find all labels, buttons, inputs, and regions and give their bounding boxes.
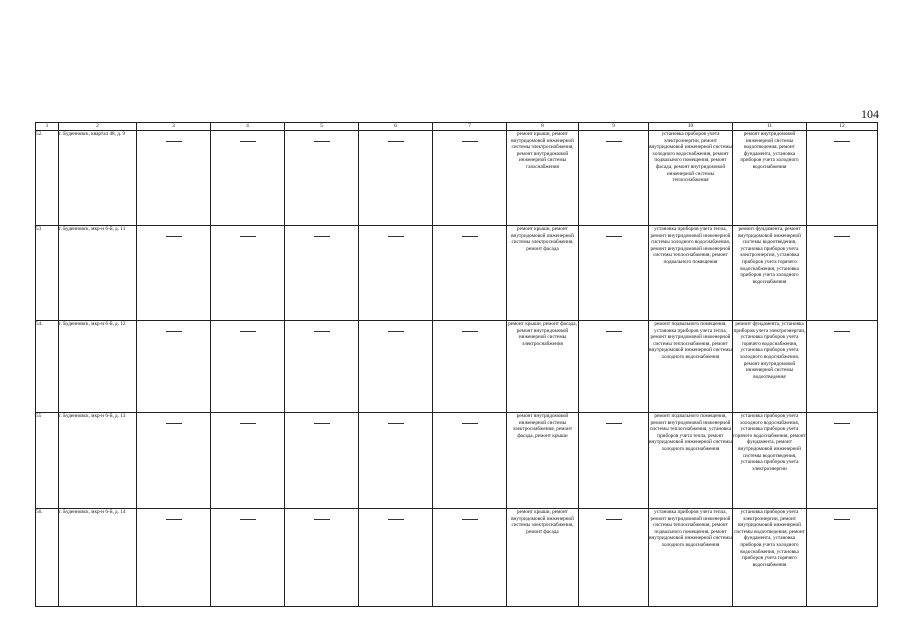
works-col11-cell: установка приборов учета электроэнергии, ремонт внутридомовой инженерной системы водоотведения, ремонт фундамента, установка приборов учета холодного водоснабжения, установка приборов учета горячего водоснабжения	[733, 509, 807, 607]
empty-dash-cell	[359, 226, 433, 321]
empty-dash-cell	[211, 509, 285, 607]
row-number: 56.	[36, 509, 59, 607]
empty-dash-cell	[137, 413, 211, 509]
empty-dash-cell	[137, 226, 211, 321]
works-col11-cell: установка приборов учета холодного водоснабжения, установка приборов учета горячего водоснабжения, ремонт фундамента, ремонт внутридомовой инженерной системы водоотведения, установка приборов учета электроэнергии	[733, 413, 807, 509]
column-number: 9	[579, 123, 649, 131]
address-cell: г. Буденновск, мкр-н 6-й, д. 13	[59, 413, 137, 509]
empty-dash-cell	[211, 131, 285, 226]
empty-dash-cell	[579, 131, 649, 226]
empty-dash-cell	[433, 413, 507, 509]
table-row	[36, 226, 878, 321]
works-col10-cell: установка приборов учета электроэнергии, ремонт внутридомовой инженерной системы холодного водоснабжения, ремонт подвального помещения, ремонт фасада, ремонт внутридомовой инженерной системы теплоснабжения	[649, 131, 733, 226]
column-number: 2	[59, 123, 137, 131]
works-col8-cell: ремонт крыши, ремонт внутридомовой инженерной системы электроснабжения, ремонт фасада	[507, 226, 579, 321]
column-number: 11	[733, 123, 807, 131]
column-number: 1	[36, 123, 59, 131]
column-number: 7	[433, 123, 507, 131]
empty-dash-cell	[433, 509, 507, 607]
empty-dash-cell	[137, 509, 211, 607]
row-number: 54.	[36, 321, 59, 413]
row-number: 53	[36, 226, 59, 321]
works-col8-cell: ремонт крыши, ремонт внутридомовой инженерной системы электроснабжения, ремонт внутридомовой инженерной системы газоснабжения	[507, 131, 579, 226]
empty-dash-cell	[211, 413, 285, 509]
works-col10-cell: установка приборов учета тепла, ремонт внутридомовой инженерной системы теплоснабжения, ремонт подвального помещения, ремонт внутридомовой инженерной системы холодного водоснабжения	[649, 509, 733, 607]
column-number: 3	[137, 123, 211, 131]
table-row	[36, 413, 878, 509]
works-col8-cell: ремонт внутридомовой инженерной системы электроснабжения, ремонт фасада, ремонт крыши	[507, 413, 579, 509]
page-number: 104	[861, 107, 879, 121]
empty-dash-cell	[211, 226, 285, 321]
empty-dash-cell	[579, 321, 649, 413]
empty-dash-cell	[137, 321, 211, 413]
empty-dash-cell	[137, 131, 211, 226]
column-number: 4	[211, 123, 285, 131]
works-col11-cell: ремонт фундамента, установка приборов учета электроэнергии, установка приборов учета горячего водоснабжения, установка приборов учета холодного водоснабжения, ремонт внутридомовой инженерной системы водоотведения	[733, 321, 807, 413]
works-col10-cell: установка приборов учета тепла, ремонт внутридомовой инженерной системы холодного водоснабжения, ремонт внутридомовой инженерной системы теплоснабжения, ремонт подвального помещения	[649, 226, 733, 321]
empty-dash-cell	[211, 321, 285, 413]
row-number: 52.	[36, 131, 59, 226]
table-row	[36, 509, 878, 607]
empty-dash-cell	[807, 321, 878, 413]
empty-dash-cell	[807, 131, 878, 226]
column-number: 8	[507, 123, 579, 131]
empty-dash-cell	[807, 413, 878, 509]
empty-dash-cell	[433, 131, 507, 226]
table-row	[36, 321, 878, 413]
works-col10-cell: ремонт подвального помещения, ремонт внутридомовой инженерной системы теплоснабжения, установка приборов учета тепла, ремонт внутридомовой инженерной системы холодного водоснабжения	[649, 413, 733, 509]
empty-dash-cell	[579, 413, 649, 509]
empty-dash-cell	[285, 509, 359, 607]
empty-dash-cell	[285, 321, 359, 413]
address-cell: г. Буденновск, квартал 48, д. 9	[59, 131, 137, 226]
empty-dash-cell	[359, 413, 433, 509]
empty-dash-cell	[285, 226, 359, 321]
empty-dash-cell	[433, 321, 507, 413]
works-col11-cell: ремонт фундамента, ремонт внутридомовой инженерной системы водоотведения, установка приборов учета электроэнергии, установка приборов учета горячего водоснабжения, установка приборов учета холодного водоснабжения	[733, 226, 807, 321]
address-cell: г. Буденновск, мкр-н 6-й, д. 14	[59, 509, 137, 607]
empty-dash-cell	[807, 509, 878, 607]
column-number: 5	[285, 123, 359, 131]
row-number: 55	[36, 413, 59, 509]
column-number-row	[36, 123, 878, 131]
empty-dash-cell	[359, 509, 433, 607]
empty-dash-cell	[433, 226, 507, 321]
works-col8-cell: ремонт крыши, ремонт внутридомовой инженерной системы электроснабжения, ремонт фасада	[507, 509, 579, 607]
works-col10-cell: ремонт подвального помещения, установка приборов учета тепла, ремонт внутридомовой инженерной системы теплоснабжения, ремонт внутридомовой инженерной системы холодного водоснабжения	[649, 321, 733, 413]
column-number: 6	[359, 123, 433, 131]
table-row	[36, 131, 878, 226]
works-col11-cell: ремонт внутридомовой инженерной системы водоотведения, ремонт фундамента, установка приборов учета холодного водоснабжения	[733, 131, 807, 226]
address-cell: г. Буденновск, мкр-н 6-й, д. 11	[59, 226, 137, 321]
column-number: 12	[807, 123, 878, 131]
repair-register-table	[35, 122, 878, 607]
empty-dash-cell	[359, 131, 433, 226]
address-cell: г. Буденновск, мкр-н 6-й, д. 12	[59, 321, 137, 413]
column-number: 10	[649, 123, 733, 131]
empty-dash-cell	[579, 226, 649, 321]
empty-dash-cell	[807, 226, 878, 321]
works-col8-cell: ремонт крыши, ремонт фасада, ремонт внутридомовой инженерной системы электроснабжения	[507, 321, 579, 413]
empty-dash-cell	[285, 413, 359, 509]
empty-dash-cell	[285, 131, 359, 226]
empty-dash-cell	[359, 321, 433, 413]
empty-dash-cell	[579, 509, 649, 607]
